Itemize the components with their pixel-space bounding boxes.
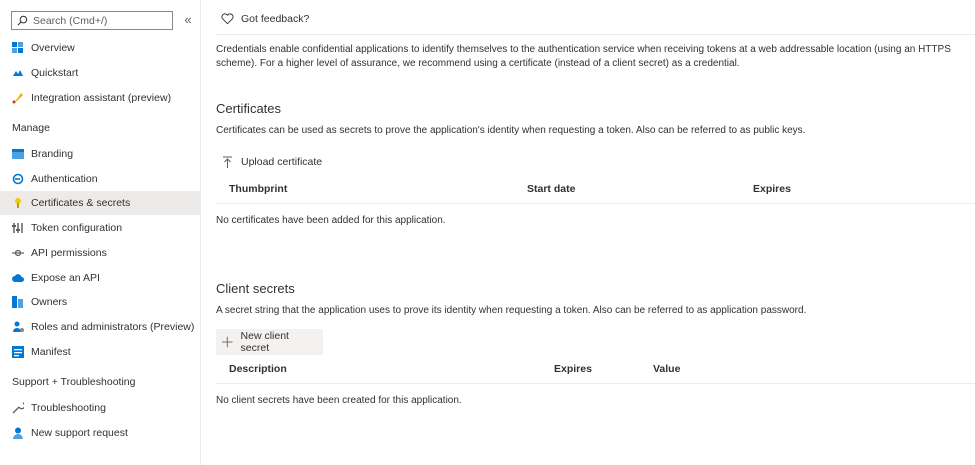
collapse-sidebar-icon[interactable]: «	[184, 12, 192, 27]
sidebar-item-owners[interactable]	[0, 290, 201, 314]
sidebar-item-integration-assistant[interactable]	[0, 86, 201, 110]
plus-icon	[222, 336, 233, 348]
certificates-empty-message: No certificates have been added for this application.	[216, 215, 446, 226]
token-icon	[12, 222, 24, 234]
api-permissions-icon	[12, 247, 24, 259]
support-header: Support + Troubleshooting	[12, 376, 136, 388]
column-header-start-date[interactable]: Start date	[527, 183, 576, 195]
sidebar-item-branding[interactable]	[0, 142, 201, 166]
heart-icon	[221, 13, 234, 25]
sidebar-item-expose-an-api[interactable]	[0, 266, 201, 290]
overview-icon	[12, 42, 24, 54]
search-icon	[17, 15, 28, 26]
table-header-divider	[216, 383, 975, 384]
sidebar-item-certificates-secrets[interactable]	[0, 191, 201, 215]
column-header-thumbprint[interactable]: Thumbprint	[229, 183, 288, 195]
intro-text: Credentials enable confidential applications to identify themselves to the authentication service when receiving tokens at a web addressable location (using an HTTPS scheme). For a higher level of assurance, we recommend using a certificate (instead of a client secret) as a credential.	[216, 44, 951, 69]
sidebar-item-authentication[interactable]	[0, 167, 201, 191]
column-header-value[interactable]: Value	[653, 363, 681, 375]
owners-icon	[12, 296, 24, 308]
certificates-title: Certificates	[216, 101, 282, 116]
sidebar-item-label: Owners	[31, 296, 68, 308]
sidebar-item-roles-administrators[interactable]	[0, 315, 201, 339]
sidebar-item-label: Certificates & secrets	[31, 197, 131, 209]
rocket-icon	[12, 92, 24, 104]
quickstart-icon	[12, 67, 24, 79]
roles-icon	[12, 321, 24, 333]
wrench-icon	[12, 402, 24, 414]
support-person-icon	[12, 427, 24, 439]
manage-header: Manage	[12, 122, 50, 134]
key-icon	[12, 197, 24, 209]
sidebar-item-label: Roles and administrators (Preview)	[31, 321, 195, 333]
sidebar-item-label: Manifest	[31, 346, 71, 358]
sidebar-item-label: Branding	[31, 148, 74, 160]
table-header-divider	[216, 203, 975, 204]
branding-icon	[12, 148, 24, 160]
column-header-description[interactable]: Description	[229, 363, 287, 375]
sidebar-item-new-support-request[interactable]	[0, 421, 201, 445]
sidebar-item-label: API permissions	[31, 247, 107, 259]
search-placeholder: Search (Cmd+/)	[33, 14, 108, 27]
cloud-icon	[12, 272, 24, 284]
new-client-secret-label: New client secret	[240, 330, 289, 354]
sidebar-item-label: Authentication	[31, 173, 98, 185]
sidebar-item-overview[interactable]	[0, 36, 201, 60]
sidebar-item-troubleshooting[interactable]	[0, 396, 201, 420]
main-content	[201, 0, 975, 465]
feedback-button[interactable]	[221, 13, 309, 25]
upload-certificate-label: Upload certificate	[241, 156, 323, 168]
client-secrets-empty-message: No client secrets have been created for this application.	[216, 395, 462, 406]
sidebar-item-api-permissions[interactable]	[0, 241, 201, 265]
sidebar-item-manifest[interactable]	[0, 340, 201, 364]
sidebar-item-label: New support request	[31, 427, 128, 439]
sidebar-item-label: Expose an API	[31, 272, 100, 284]
feedback-label: Got feedback?	[241, 13, 310, 25]
search-input[interactable]	[11, 11, 173, 30]
sidebar-item-label: Overview	[31, 42, 75, 54]
divider	[216, 34, 975, 35]
authentication-icon	[12, 173, 24, 185]
sidebar-item-label: Integration assistant (preview)	[31, 92, 172, 104]
column-header-expires[interactable]: Expires	[753, 183, 791, 195]
sidebar-item-quickstart[interactable]	[0, 61, 201, 85]
manifest-icon	[12, 346, 24, 358]
client-secrets-description: A secret string that the application uses to prove its identity when requesting a token. Also can be referred to as application password.	[216, 305, 807, 316]
sidebar-item-token-configuration[interactable]	[0, 216, 201, 240]
upload-icon	[222, 156, 233, 168]
sidebar-item-label: Token configuration	[31, 222, 123, 234]
column-header-expires[interactable]: Expires	[554, 363, 592, 375]
sidebar-item-label: Quickstart	[31, 67, 79, 79]
upload-certificate-button[interactable]	[216, 149, 328, 175]
sidebar	[0, 0, 201, 465]
new-client-secret-button[interactable]	[216, 329, 323, 355]
client-secrets-title: Client secrets	[216, 281, 295, 296]
certificates-description: Certificates can be used as secrets to prove the application's identity when requesting a token. Also can be referred to as public keys.	[216, 125, 806, 136]
sidebar-item-label: Troubleshooting	[31, 402, 106, 414]
